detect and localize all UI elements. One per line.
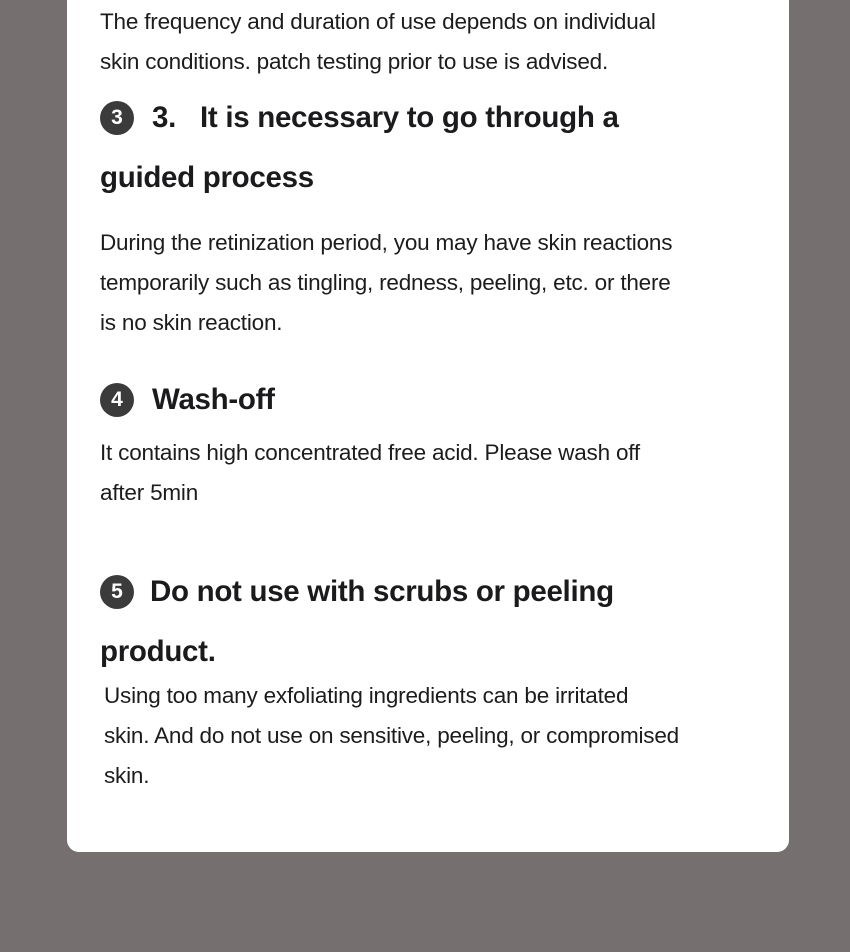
text-line: is no skin reaction. — [100, 310, 283, 335]
text-line: temporarily such as tingling, redness, peeling, etc. or there — [100, 270, 671, 295]
section-4-title: Wash-off — [152, 383, 275, 416]
step-3-badge-icon: 3 — [100, 101, 134, 135]
text-line: after 5min — [100, 480, 199, 505]
section-5-body — [100, 676, 769, 796]
text-line: skin. — [104, 763, 150, 788]
section-5-heading-line1 — [100, 562, 769, 622]
text-line: skin conditions. patch testing prior to use is advised. — [100, 49, 609, 74]
section-5-title-line1: Do not use with scrubs or peeling — [150, 575, 614, 608]
section-3-title-line1: It is necessary to go through a — [200, 101, 619, 134]
step-5-badge-icon: 5 — [100, 575, 134, 609]
text-line: The frequency and duration of use depends on individual — [100, 9, 656, 34]
text-line: Using too many exfoliating ingredients can be irritated — [104, 683, 629, 708]
section-4-body — [100, 433, 769, 513]
section-5-title-line2: product. — [100, 635, 216, 668]
text-line: During the retinization period, you may have skin reactions — [100, 230, 673, 255]
intro-paragraph — [100, 2, 769, 82]
section-5-heading — [100, 562, 769, 682]
section-3-body — [100, 223, 769, 343]
step-4-badge-icon: 4 — [100, 383, 134, 417]
section-3-heading — [100, 88, 769, 208]
section-3-heading-line1 — [100, 88, 769, 148]
product-description-card — [67, 0, 789, 852]
section-4-heading — [100, 370, 769, 430]
section-3-number: 3. — [152, 101, 177, 134]
text-line: It contains high concentrated free acid. Please wash off — [100, 440, 640, 465]
section-3-title-line2: guided process — [100, 161, 314, 194]
section-4-heading-line1 — [100, 370, 769, 430]
text-line: skin. And do not use on sensitive, peeling, or compromised — [104, 723, 679, 748]
